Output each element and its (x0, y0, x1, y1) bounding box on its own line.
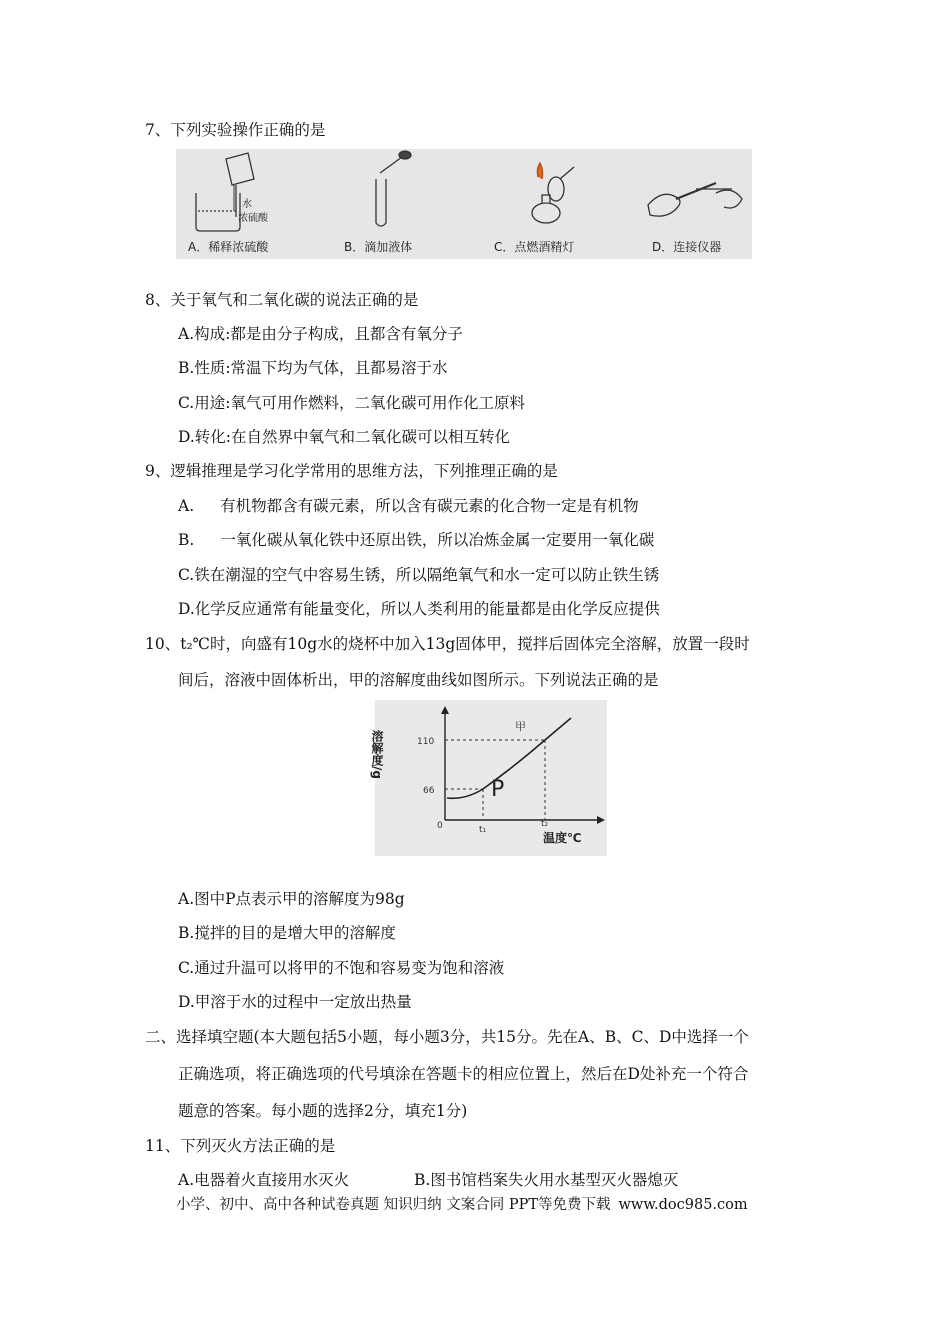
y-tick-110: 110 (417, 737, 435, 747)
section2-heading-line1: 二、选择填空题(本大题包括5小题，每小题3分，共15分。先在A、B、C、D中选择一个 (145, 1028, 749, 1046)
q9-stem: 9、逻辑推理是学习化学常用的思维方法，下列推理正确的是 (145, 462, 558, 480)
q11-option-b: B.图书馆档案失火用水基型灭火器熄灭 (414, 1171, 679, 1189)
experiment-illustrations (176, 149, 752, 259)
q7-stem: 7、下列实验操作正确的是 (145, 121, 326, 139)
solubility-graph (370, 700, 607, 856)
q11-stem: 11、下列灭火方法正确的是 (145, 1137, 336, 1155)
x-axis-label: 温度℃ (543, 831, 582, 845)
q9-option-b-letter: B. (178, 531, 195, 549)
q8-option-a: A.构成:都是由分子构成，且都含有氧分子 (178, 325, 463, 343)
q8-stem: 8、关于氧气和二氧化碳的说法正确的是 (145, 291, 419, 309)
y-axis-arrow (441, 706, 449, 714)
q9-option-b (178, 530, 654, 550)
series-label: 甲 (515, 720, 526, 733)
q10-option-b: B.搅拌的目的是增大甲的溶解度 (178, 924, 396, 942)
experiment-figure (176, 149, 752, 259)
q8-option-d: D.转化:在自然界中氧气和二氧化碳可以相互转化 (178, 428, 511, 446)
water-label: 水 (242, 199, 252, 210)
acid-label: 浓硫酸 (238, 213, 268, 224)
q8-option-c: C.用途:氧气可用作燃料，二氧化碳可用作化工原料 (178, 394, 525, 412)
q9-option-d: D.化学反应通常有能量变化，所以人类利用的能量都是由化学反应提供 (178, 600, 660, 618)
caption-d: D．连接仪器 (652, 240, 722, 254)
solubility-curve (447, 718, 571, 798)
q9-option-b-text: 一氧化碳从氧化铁中还原出铁，所以冶炼金属一定要用一氧化碳 (220, 531, 655, 549)
q10-option-d: D.甲溶于水的过程中一定放出热量 (178, 993, 412, 1011)
q10-option-a: A.图中P点表示甲的溶解度为98g (178, 890, 405, 908)
q9-option-a-letter: A. (178, 497, 195, 515)
point-p-label: P (491, 777, 505, 802)
q8-option-b: B.性质:常温下均为气体，且都易溶于水 (178, 359, 448, 377)
caption-c: C．点燃酒精灯 (494, 240, 575, 254)
caption-b: B．滴加液体 (344, 240, 413, 254)
x-tick-t1: t₁ (479, 825, 487, 835)
footer (176, 1193, 748, 1214)
x-tick-t2: t₂ (541, 819, 549, 829)
footer-text: 小学、初中、高中各种试卷真题 知识归纳 文案合同 PPT等免费下载 (176, 1197, 611, 1213)
q10-stem-line1: 10、t₂℃时，向盛有10g水的烧杯中加入13g固体甲，搅拌后固体完全溶解，放置一段时 (145, 635, 750, 653)
section2-heading-line3: 题意的答案。每小题的选择2分，填充1分) (178, 1102, 468, 1120)
test-tube-illustration (376, 151, 411, 226)
q9-option-a (178, 496, 639, 516)
y-tick-66: 66 (423, 786, 435, 796)
origin-label: 0 (437, 821, 443, 831)
connecting-apparatus-illustration (648, 183, 742, 216)
q9-option-a-text: 有机物都含有碳元素，所以含有碳元素的化合物一定是有机物 (220, 497, 639, 515)
footer-url[interactable]: www.doc985.com (618, 1197, 748, 1213)
y-axis-label: 溶解度/g (370, 730, 384, 779)
caption-a: A．稀释浓硫酸 (188, 240, 269, 254)
x-axis-arrow (597, 816, 605, 824)
q11-option-a: A.电器着火直接用水灭火 (178, 1171, 350, 1189)
q10-stem-line2: 间后，溶液中固体析出，甲的溶解度曲线如图所示。下列说法正确的是 (178, 671, 659, 689)
q9-option-c: C.铁在潮湿的空气中容易生锈，所以隔绝氧气和水一定可以防止铁生锈 (178, 566, 660, 584)
alcohol-lamp-illustration (532, 163, 574, 223)
solubility-chart (370, 700, 607, 856)
q10-option-c: C.通过升温可以将甲的不饱和容易变为饱和溶液 (178, 959, 505, 977)
section2-heading-line2: 正确选项，将正确选项的代号填涂在答题卡的相应位置上，然后在D处补充一个符合 (178, 1065, 749, 1083)
